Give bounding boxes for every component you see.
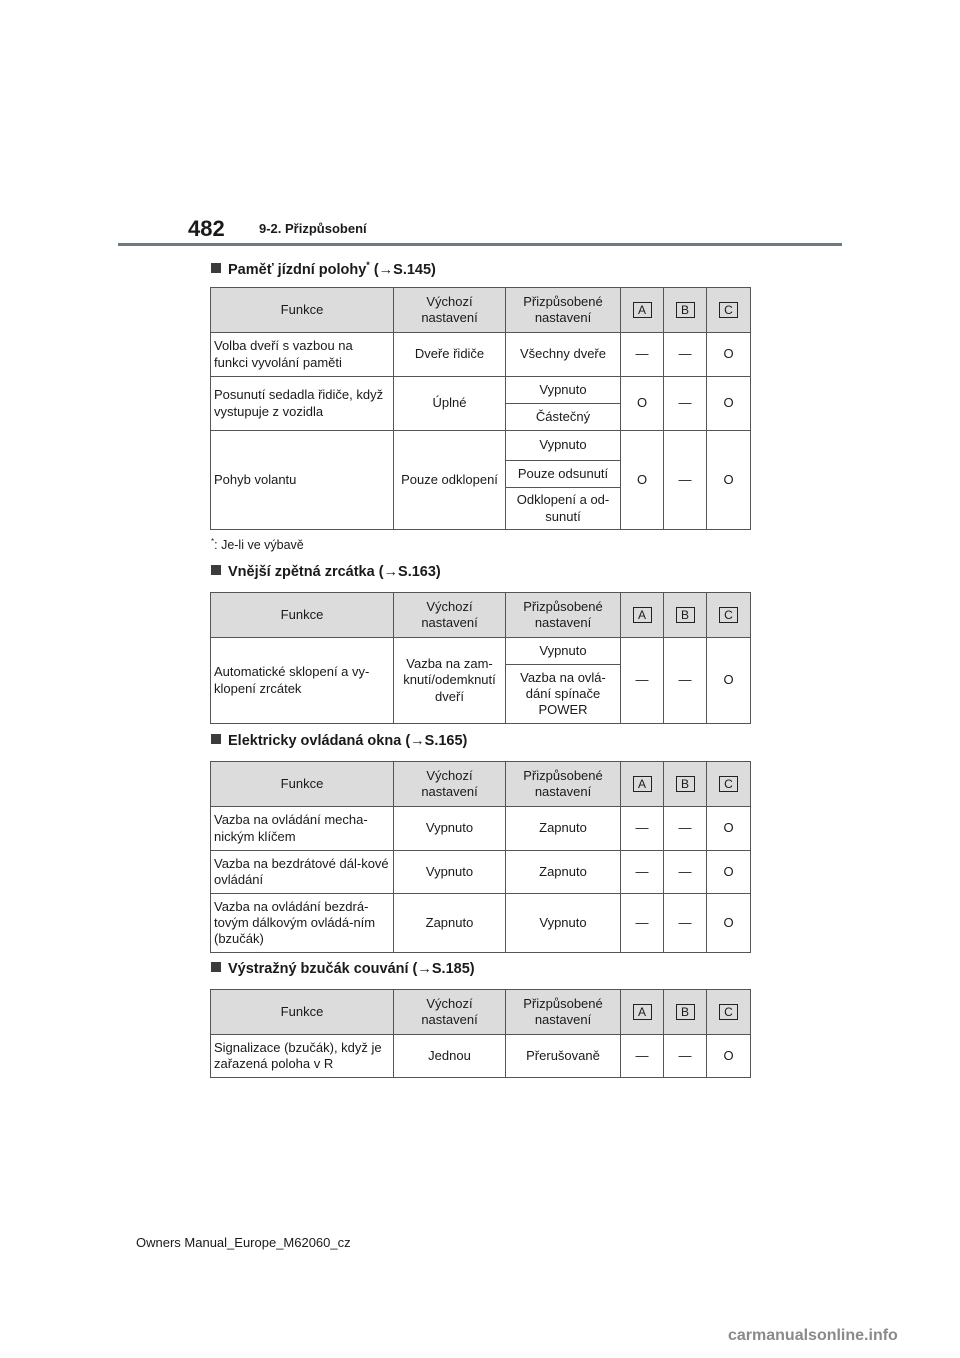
chapter-title: 9-2. Přizpůsobení [259,221,367,236]
cell-option: Zapnuto [506,851,621,894]
col-a-label: A [633,1004,652,1020]
col-prizpusobene: Přizpůsobené nastavení [506,762,621,807]
header-rule [118,243,842,246]
col-funkce: Funkce [211,288,394,333]
cell-vychozi: Jednou [394,1035,506,1078]
footer-manual-id: Owners Manual_Europe_M62060_cz [136,1235,351,1250]
cell-b: — [664,851,707,894]
col-b [664,288,707,333]
section-title: Výstražný bzučák couvání [228,961,409,977]
cell-vychozi: Zapnuto [394,894,506,953]
col-funkce: Funkce [211,593,394,638]
col-b-label: B [676,776,695,792]
cell-b: — [664,807,707,851]
section-heading-mirrors [211,564,441,580]
cell-a: — [621,851,664,894]
col-prizpusobene: Přizpůsobené nastavení [506,990,621,1035]
cell-vychozi: Dveře řidiče [394,333,506,377]
cell-vychozi: Vazba na zam-knutí/odemknutí dveří [394,638,506,724]
table-row [211,333,751,377]
table-row [211,1035,751,1078]
table-row [211,377,751,404]
col-c [707,762,751,807]
col-vychozi: Výchozí nastavení [394,990,506,1035]
cell-a: — [621,807,664,851]
section-ref: (→S.185) [412,961,475,977]
cell-option: Vypnuto [506,377,621,404]
table-row [211,894,751,953]
col-prizpusobene: Přizpůsobené nastavení [506,593,621,638]
footnote-mark: * [211,537,215,546]
col-a-label: A [633,302,652,318]
cell-a: O [621,431,664,530]
section-heading-windows [211,733,467,749]
col-a [621,593,664,638]
col-a-label: A [633,776,652,792]
cell-funkce: Vazba na ovládání mecha-nickým klíčem [211,807,394,851]
col-funkce: Funkce [211,990,394,1035]
col-c-label: C [719,302,738,318]
table-header-row [211,762,751,807]
table-header-row [211,990,751,1035]
cell-funkce: Vazba na ovládání bezdrá-tovým dálkovým ovládá-ním (bzučák) [211,894,394,953]
section-title: Paměť jízdní polohy [228,261,367,278]
table-mirrors [210,592,751,724]
cell-vychozi: Pouze odklopení [394,431,506,530]
cell-funkce: Signalizace (bzučák), když je zařazená poloha v R [211,1035,394,1078]
col-b-label: B [676,1004,695,1020]
bullet-square-icon [211,962,221,972]
cell-a: — [621,638,664,724]
col-a [621,288,664,333]
col-vychozi: Výchozí nastavení [394,762,506,807]
footnote-text: : Je-li ve výbavě [214,538,304,553]
cell-c: O [707,638,751,724]
cell-option: Vypnuto [506,431,621,461]
table-row [211,431,751,461]
table-buzzer [210,989,751,1078]
col-b-label: B [676,302,695,318]
section-title: Vnější zpětná zrcátka [228,564,375,580]
col-b [664,593,707,638]
cell-a: O [621,377,664,431]
section-ref: (→S.165) [405,733,468,749]
cell-option: Přerušovaně [506,1035,621,1078]
cell-funkce: Volba dveří s vazbou na funkci vyvolání paměti [211,333,394,377]
section-heading-buzzer [211,961,475,977]
section-heading-memory [211,260,436,278]
cell-option: Zapnuto [506,807,621,851]
watermark[interactable]: carmanualsonline.info [728,1327,898,1344]
table-windows [210,761,751,953]
bullet-square-icon [211,263,221,273]
cell-c: O [707,894,751,953]
cell-vychozi: Vypnuto [394,851,506,894]
cell-funkce: Posunutí sedadla řidiče, když vystupuje z vozidla [211,377,394,431]
cell-b: — [664,431,707,530]
cell-b: — [664,638,707,724]
cell-funkce: Automatické sklopení a vy-klopení zrcátek [211,638,394,724]
cell-vychozi: Vypnuto [394,807,506,851]
cell-option: Částečný [506,404,621,431]
bullet-square-icon [211,565,221,575]
table-memory [210,287,751,530]
table-row [211,638,751,665]
col-b [664,762,707,807]
col-c [707,990,751,1035]
col-a-label: A [633,607,652,623]
cell-a: — [621,894,664,953]
cell-option: Odklopení a od-sunutí [506,488,621,530]
table-row [211,851,751,894]
table-row [211,807,751,851]
cell-a: — [621,333,664,377]
col-b [664,990,707,1035]
footnote-mark: * [366,260,370,270]
col-c [707,288,751,333]
cell-c: O [707,431,751,530]
col-c [707,593,751,638]
section-ref: (→S.145) [373,261,436,278]
col-funkce: Funkce [211,762,394,807]
cell-option: Všechny dveře [506,333,621,377]
cell-c: O [707,1035,751,1078]
col-b-label: B [676,607,695,623]
section-ref: (→S.163) [378,564,441,580]
cell-c: O [707,807,751,851]
col-c-label: C [719,607,738,623]
col-vychozi: Výchozí nastavení [394,288,506,333]
cell-c: O [707,377,751,431]
cell-b: — [664,377,707,431]
cell-a: — [621,1035,664,1078]
page-number: 482 [188,216,225,241]
cell-option: Vazba na ovlá-dání spínače POWER [506,665,621,724]
table-header-row [211,593,751,638]
col-c-label: C [719,776,738,792]
cell-funkce: Vazba na bezdrátové dál-kové ovládání [211,851,394,894]
footnote [211,537,304,552]
col-a [621,990,664,1035]
cell-c: O [707,851,751,894]
col-prizpusobene: Přizpůsobené nastavení [506,288,621,333]
cell-b: — [664,894,707,953]
cell-option: Pouze odsunutí [506,461,621,488]
cell-b: — [664,333,707,377]
col-a [621,762,664,807]
cell-option: Vypnuto [506,638,621,665]
table-header-row [211,288,751,333]
cell-vychozi: Úplné [394,377,506,431]
cell-c: O [707,333,751,377]
cell-option: Vypnuto [506,894,621,953]
col-c-label: C [719,1004,738,1020]
section-title: Elektricky ovládaná okna [228,733,402,749]
bullet-square-icon [211,734,221,744]
col-vychozi: Výchozí nastavení [394,593,506,638]
cell-funkce: Pohyb volantu [211,431,394,530]
cell-b: — [664,1035,707,1078]
